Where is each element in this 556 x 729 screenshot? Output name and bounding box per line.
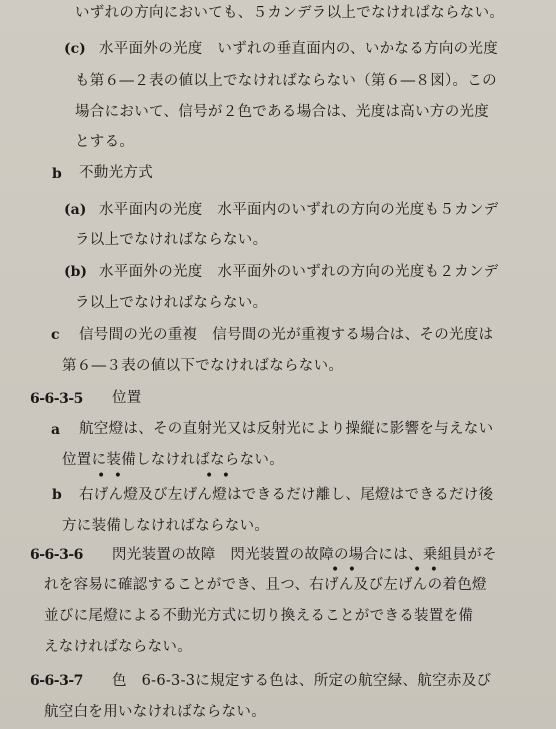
section-number: 6-6-3-7 (30, 673, 83, 689)
text-line: ラ以上でなければならない。 (75, 232, 268, 248)
text-line: 並びに尾燈による不動光方式に切り換えることができる装置を備 (44, 608, 474, 624)
text-line: 航空燈は、その直射光又は反射光により操縦に影響を与えない (79, 421, 494, 437)
text-line: 場合において、信号が２色である場合は、光度は高い方の光度 (75, 104, 490, 120)
item-marker: b (52, 166, 62, 182)
text-line: 第６―３表の値以下でなければならない。 (62, 358, 344, 374)
text-line: も第６―２表の値以上でなければならない（第６―８図）。この (75, 73, 497, 89)
section-number: 6-6-3-5 (30, 391, 83, 407)
text-line: 右げん燈及び左げん燈はできるだけ離し、尾燈はできるだけ後 (79, 487, 494, 503)
text-line: 閃光装置の故障 閃光装置の故障の場合には、乗組員がそ (112, 547, 497, 563)
emphasis-dots: • • (97, 468, 124, 484)
text-line: 方に装備しなければならない。 (62, 518, 270, 534)
emphasis-dots: • • (331, 562, 358, 578)
emphasis-dots: • • (205, 468, 232, 484)
text-line: いずれの方向においても、５カンデラ以上でなければならない。 (75, 5, 505, 21)
section-number: 6-6-3-6 (30, 547, 83, 563)
text-line: 水平面外の光度 いずれの垂直面内の、いかなる方向の光度 (99, 41, 499, 57)
text-line: えなければならない。 (44, 639, 192, 655)
item-marker: a (51, 422, 61, 438)
text-line: ラ以上でなければならない。 (75, 295, 268, 311)
text-line: れを容易に確認することができ、且つ、右げん及び左げんの着色燈 (44, 577, 487, 593)
item-marker: (c) (64, 41, 86, 57)
item-marker: (b) (64, 264, 88, 280)
text-line: 水平面内の光度 水平面内のいずれの方向の光度も５カンデ (99, 202, 499, 218)
text-line: とする。 (75, 134, 135, 150)
text-line: 水平面外の光度 水平面外のいずれの方向の光度も２カンデ (99, 264, 499, 280)
text-line: 位置に装備しなければならない。 (62, 452, 284, 468)
text-line: 色 6-6-3-3に規定する色は、所定の航空緑、航空赤及び (112, 673, 492, 689)
text-line: 信号間の光の重複 信号間の光が重複する場合は、その光度は (79, 327, 494, 343)
section-title: 位置 (112, 390, 142, 406)
text-line: 不動光方式 (79, 165, 153, 181)
emphasis-dots: • • (413, 562, 440, 578)
item-marker: c (51, 327, 60, 343)
item-marker: (a) (64, 202, 87, 218)
item-marker: b (52, 487, 62, 503)
text-line: 航空白を用いなければならない。 (44, 704, 266, 720)
